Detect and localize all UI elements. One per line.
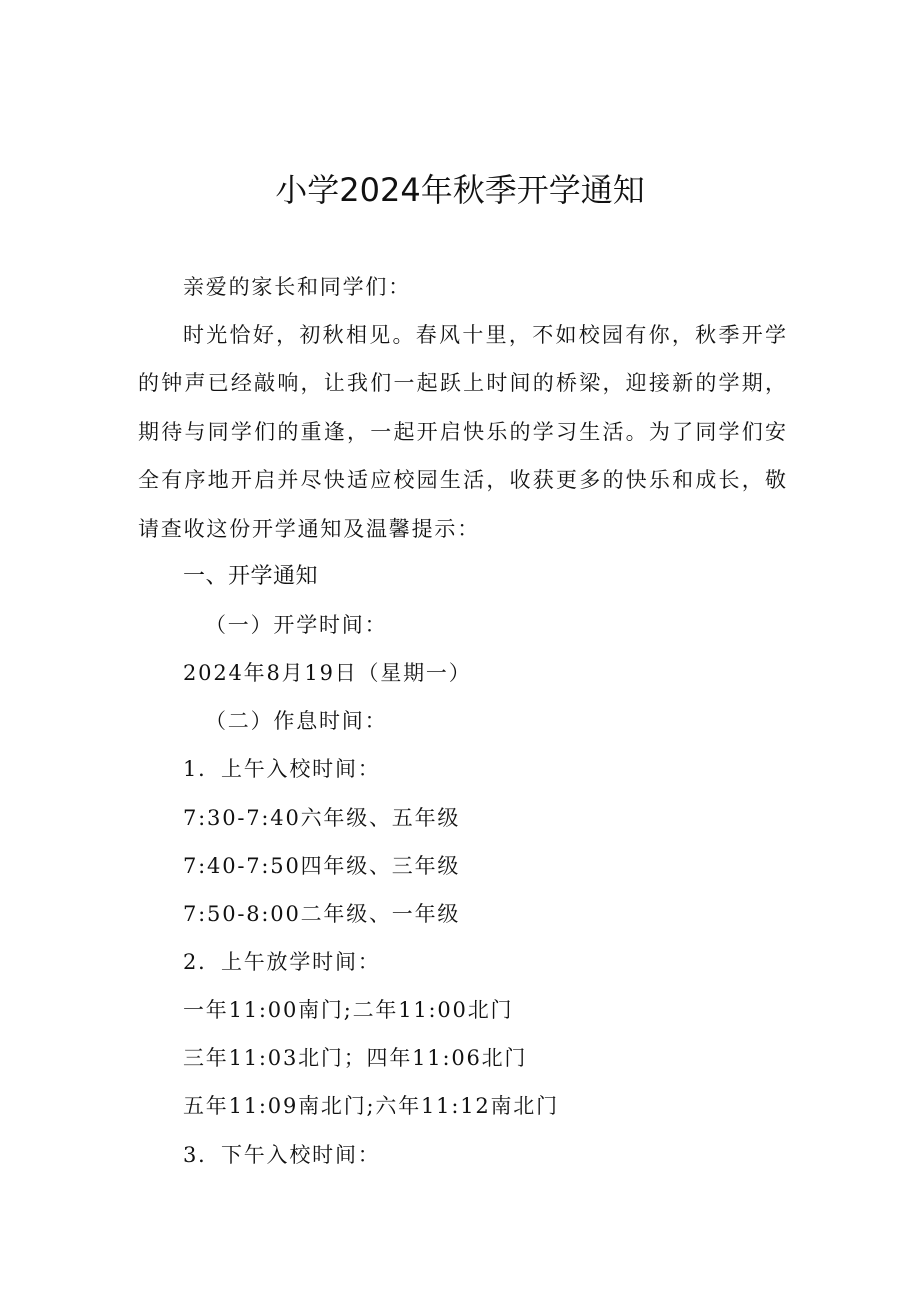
morning-entry-line: 7:50-8:00二年级、一年级 xyxy=(183,902,461,926)
intro-line-4: 全有序地开启并尽快适应校园生活，收获更多的快乐和成长，敬 xyxy=(138,468,786,492)
subsection-heading-start-time: （一）开学时间： xyxy=(205,613,388,637)
section-heading: 一、开学通知 xyxy=(183,564,319,589)
intro-line-5: 请查收这份开学通知及温馨提示： xyxy=(138,517,480,541)
intro-line-3: 期待与同学们的重逢，一起开启快乐的学习生活。为了同学们安 xyxy=(138,420,786,444)
start-date: 2024年8月19日（星期一） xyxy=(183,661,472,685)
item-heading-morning-dismissal: 2．上午放学时间： xyxy=(183,950,381,974)
salutation: 亲爱的家长和同学们： xyxy=(183,275,411,299)
document-title: 小学2024年秋季开学通知 xyxy=(275,171,645,209)
morning-entry-line: 7:40-7:50四年级、三年级 xyxy=(183,854,461,878)
morning-dismissal-line: 五年11:09南北门;六年11:12南北门 xyxy=(183,1094,559,1118)
morning-dismissal-line: 一年11:00南门;二年11:00北门 xyxy=(183,998,514,1022)
item-heading-morning-entry: 1．上午入校时间： xyxy=(183,757,381,781)
morning-dismissal-line: 三年11:03北门；四年11:06北门 xyxy=(183,1046,528,1070)
intro-line-2: 的钟声已经敲响，让我们一起跃上时间的桥梁，迎接新的学期， xyxy=(138,371,786,395)
subsection-heading-schedule: （二）作息时间： xyxy=(205,709,388,733)
item-heading-afternoon-entry: 3．下午入校时间： xyxy=(183,1143,381,1167)
morning-entry-line: 7:30-7:40六年级、五年级 xyxy=(183,806,461,830)
intro-line-1: 时光恰好，初秋相见。春风十里，不如校园有你，秋季开学 xyxy=(183,323,786,347)
